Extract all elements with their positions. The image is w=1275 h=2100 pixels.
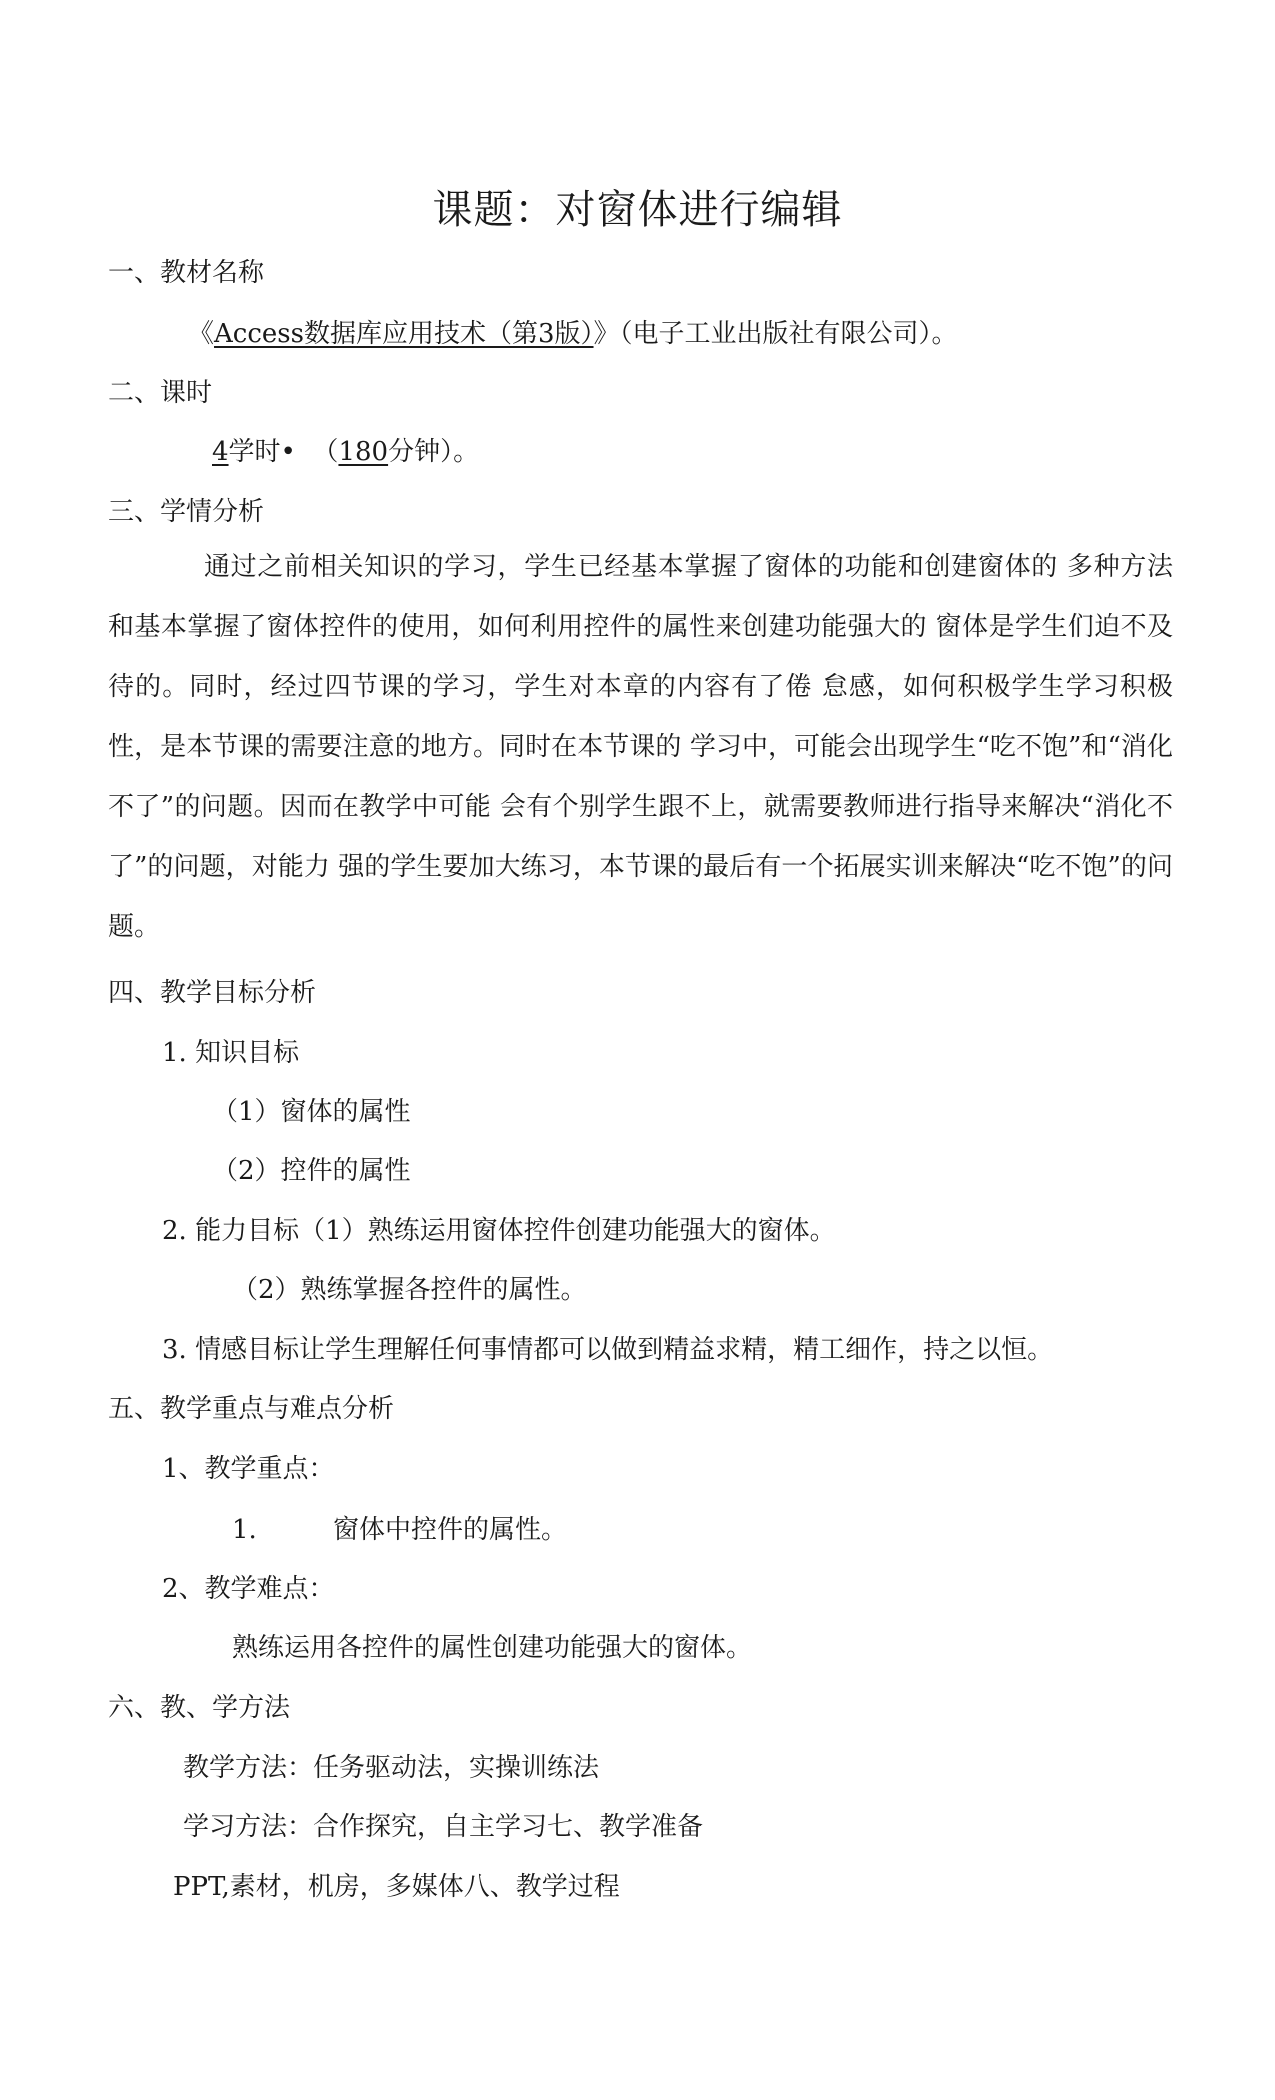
section-6-heading: 六、教、学方法 [108,1693,291,1723]
key-point-item: 窗体中控件的属性。 [333,1515,568,1545]
section-5-heading: 五、教学重点与难点分析 [108,1394,395,1424]
book-open-mark: 《 [188,319,215,349]
learning-method: 学习方法：合作探究，自主学习七、教学准备 [183,1812,704,1842]
knowledge-goal-1: （1）窗体的属性 [212,1097,411,1127]
teaching-method: 教学方法：任务驱动法，实操训练法 [183,1753,600,1783]
section-4-heading: 四、教学目标分析 [108,978,317,1008]
minutes-open: （ [312,437,339,467]
ability-goal-2: （2）熟练掌握各控件的属性。 [232,1275,587,1305]
hours-unit: 学时• [228,437,296,467]
key-point-title: 1、教学重点： [162,1454,335,1484]
section-2-heading: 二、课时 [108,378,213,408]
minutes-value: 180 [338,437,389,467]
teaching-preparation: PPT,素材，机房，多媒体八、教学过程 [173,1872,620,1902]
difficult-point-title: 2、教学难点： [162,1574,335,1604]
key-point-number: 1. [232,1515,257,1545]
textbook-line [188,316,958,352]
book-publisher: 》（电子工业出版社有限公司）。 [593,319,958,349]
class-hours-line [212,434,479,470]
minutes-unit: 分钟）。 [388,437,480,467]
section-3-heading: 三、学情分析 [108,497,265,527]
difficult-point-item: 熟练运用各控件的属性创建功能强大的窗体。 [232,1633,753,1663]
section-1-heading: 一、教材名称 [108,258,265,288]
emotion-goal-line: 3. 情感目标让学生理解任何事情都可以做到精益求精，精工细作，持之以恒。 [162,1335,1054,1365]
ability-goal-line: 2. 能力目标（1）熟练运用窗体控件创建功能强大的窗体。 [162,1216,836,1246]
student-analysis-paragraph: 通过之前相关知识的学习，学生已经基本掌握了窗体的功能和创建窗体的 多种方法和基本掌握了窗体控件的使用，如何利用控件的属性来创建功能强大的 窗体是学生们迫不及待的。同时，经过四节课的学习，学生对本章的内容有了倦 怠感，如何积极学生学习积极性，是本节课的需要注意的地方。同时在本节课的 学习中，可能会出现学生“吃不饱”和“消化不了”的问题。因而在教学中可能 会有个别学生跟不上，就需要教师进行指导来解决“消化不了”的问题，对能力 强的学生要加大练习，本节课的最后有一个拓展实训来解决“吃不饱”的问题。 [108,552,1173,942]
hours-value: 4 [212,437,229,467]
knowledge-goal-title: 1. 知识目标 [162,1038,300,1068]
page-title: 课题：对窗体进行编辑 [432,187,843,233]
knowledge-goal-2: （2）控件的属性 [212,1156,411,1186]
book-name: Access数据库应用技术（第3版） [214,319,594,349]
